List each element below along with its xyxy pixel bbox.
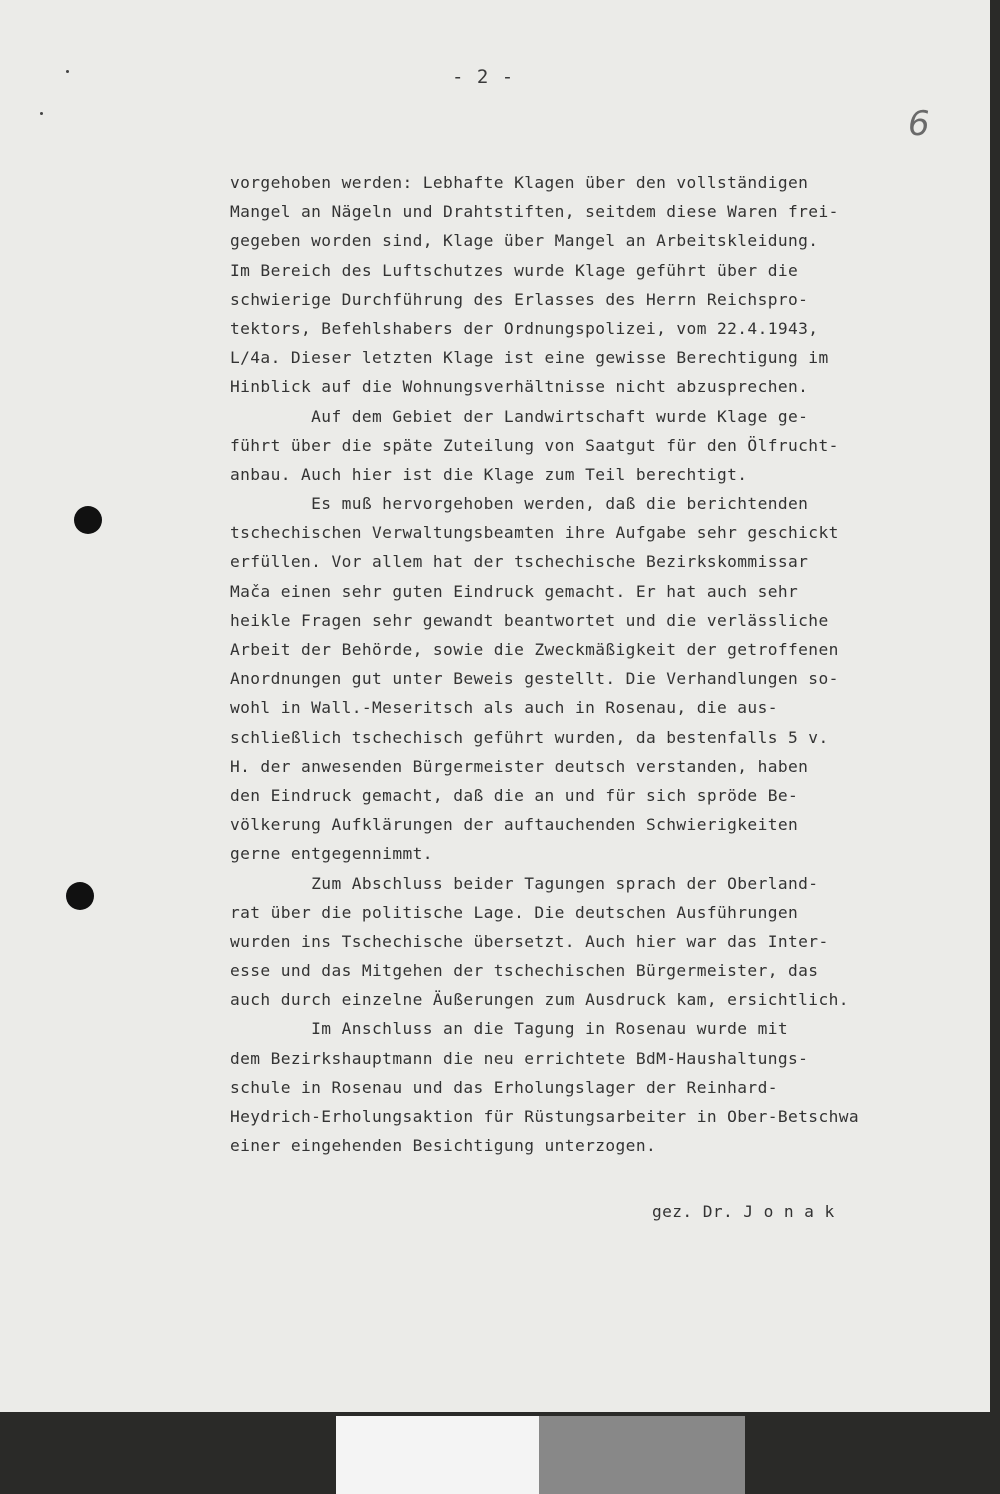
text-line: Mangel an Nägeln und Drahtstiften, seitdem diese Waren frei- [230, 202, 839, 222]
page-number: - 2 - [452, 66, 515, 88]
text-line: H. der anwesenden Bürgermeister deutsch verstanden, haben [230, 756, 809, 776]
text-line: wurden ins Tschechische übersetzt. Auch hier war das Inter- [230, 931, 829, 951]
text-line: schwierige Durchführung des Erlasses des Herrn Reichspro- [230, 289, 809, 309]
pencil-annotation: 6 [908, 104, 930, 144]
calibration-strip-grey [539, 1416, 745, 1494]
text-line: tschechischen Verwaltungsbeamten ihre Aufgabe sehr geschickt [230, 523, 839, 543]
ink-speck [66, 70, 69, 73]
letter-body [230, 168, 990, 1160]
text-line: Es muß hervorgehoben werden, daß die berichtenden [230, 494, 809, 514]
text-line: tektors, Befehlshabers der Ordnungspolizei, vom 22.4.1943, [230, 318, 819, 338]
text-line: heikle Fragen sehr gewandt beantwortet und die verlässliche [230, 610, 829, 630]
calibration-strip-white [336, 1416, 539, 1494]
text-line: Im Bereich des Luftschutzes wurde Klage geführt über die [230, 260, 799, 280]
text-line: Zum Abschluss beider Tagungen sprach der Oberland- [230, 873, 819, 893]
text-line: führt über die späte Zuteilung von Saatgut für den Ölfrucht- [230, 435, 839, 455]
text-line: auch durch einzelne Äußerungen zum Ausdruck kam, ersichtlich. [230, 990, 849, 1010]
text-line: schule in Rosenau und das Erholungslager der Reinhard- [230, 1077, 778, 1097]
signature-line: gez. Dr. J o n a k [652, 1202, 835, 1221]
text-line: anbau. Auch hier ist die Klage zum Teil berechtigt. [230, 464, 748, 484]
ink-speck [40, 112, 43, 115]
text-line: Arbeit der Behörde, sowie die Zweckmäßigkeit der getroffenen [230, 640, 839, 659]
text-line: Heydrich-Erholungsaktion für Rüstungsarbeiter in Ober-Betschwa [230, 1107, 860, 1126]
text-line: schließlich tschechisch geführt wurden, da bestenfalls 5 v. [230, 727, 829, 747]
text-line: völkerung Aufklärungen der auftauchenden Schwierigkeiten [230, 815, 799, 835]
text-line: vorgehoben werden: Lebhafte Klagen über den vollständigen [230, 173, 809, 192]
punch-hole-upper [74, 506, 102, 534]
text-line: Im Anschluss an die Tagung in Rosenau wurde mit [230, 1019, 789, 1039]
text-line: dem Bezirkshauptmann die neu errichtete BdM-Haushaltungs- [230, 1048, 809, 1068]
text-line: gegeben worden sind, Klage über Mangel an Arbeitskleidung. [230, 231, 819, 251]
text-line: esse und das Mitgehen der tschechischen Bürgermeister, das [230, 961, 819, 981]
punch-hole-lower [66, 882, 94, 910]
text-line: einer eingehenden Besichtigung unterzogen. [230, 1136, 657, 1156]
text-line: erfüllen. Vor allem hat der tschechische Bezirkskommissar [230, 552, 809, 572]
text-line: wohl in Wall.-Meseritsch als auch in Rosenau, die aus- [230, 698, 778, 718]
text-line: gerne entgegennimmt. [230, 844, 433, 864]
text-line: Anordnungen gut unter Beweis gestellt. Die Verhandlungen so- [230, 669, 839, 689]
text-line: Auf dem Gebiet der Landwirtschaft wurde Klage ge- [230, 406, 809, 426]
text-line: Mača einen sehr guten Eindruck gemacht. Er hat auch sehr [230, 581, 799, 601]
text-line: den Eindruck gemacht, daß die an und für sich spröde Be- [230, 785, 799, 805]
text-line: Hinblick auf die Wohnungsverhältnisse nicht abzusprechen. [230, 377, 809, 397]
text-line: L/4a. Dieser letzten Klage ist eine gewisse Berechtigung im [230, 348, 829, 368]
text-line: rat über die politische Lage. Die deutschen Ausführungen [230, 902, 799, 922]
